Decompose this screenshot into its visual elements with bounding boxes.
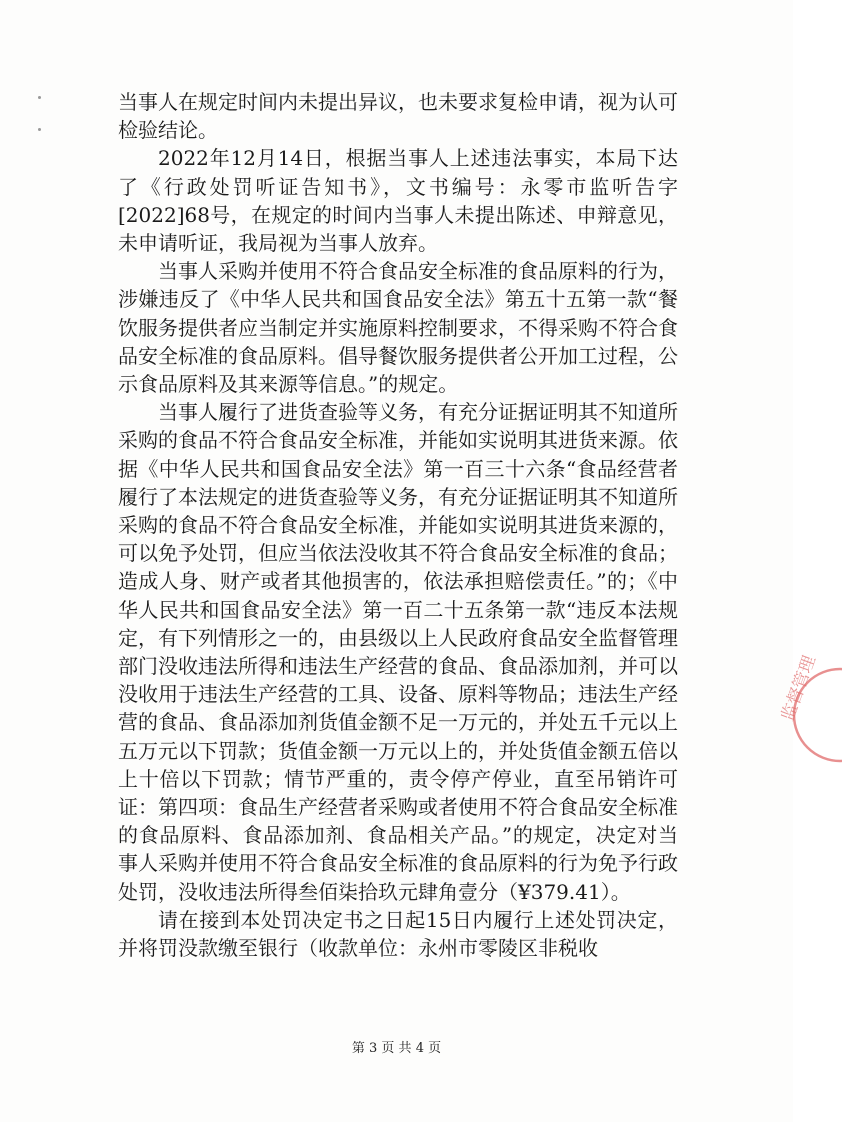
binding-hole-mark [38, 128, 41, 131]
paragraph-3: 当事人采购并使用不符合食品安全标准的食品原料的行为，涉嫌违反了《中华人民共和国食品安全法》第五十五第一款“餐饮服务提供者应当制定并实施原料控制要求，不得采购不符合食品安全标准的食品原料。倡导餐饮服务提供者公开加工过程，公示食品原料及其来源等信息。”的规定。 [118, 259, 678, 397]
paragraph-1: 当事人在规定时间内未提出异议，也未要求复检申请，视为认可检验结论。 [118, 90, 678, 143]
paragraph-2: 2022年12月14日，根据当事人上述违法事实，本局下达了《行政处罚听证告知书》，文书编号：永零市监听告字[2022]68号，在规定的时间内当事人未提出陈述、申辩意见，未申请听证，我局视为当事人放弃。 [118, 146, 678, 256]
page-footer: 第 3 页 共 4 页 [351, 1041, 442, 1056]
paragraph-5: 请在接到本处罚决定书之日起15日内履行上述处罚决定，并将罚没款缴至银行（收款单位：永州市零陵区非税收 [118, 907, 678, 961]
paragraph-4: 当事人履行了进货查验等义务，有充分证据证明其不知道所采购的食品不符合食品安全标准，并能如实说明其进货来源。依据《中华人民共和国食品安全法》第一百三十六条“食品经营者履行了本法规定的进货查验等义务，有充分证据证明其不知道所采购的食品不符合食品安全标准，并能如实说明其进货来源的，可以免予处罚，但应当依法没收其不符合食品安全标准的食品；造成人身、财产或者其他损害的，依法承担赔偿责任。”的；《中华人民共和国食品安全法》第一百二十五条第一款“违反本法规定，有下列情形之一的，由县级以上人民政府食品安全监督管理部门没收违法所得和违法生产经营的食品、食品添加剂，并可以没收用于违法生产经营的工具、设备、原料等物品；违法生产经营的食品、食品添加剂货值金额不足一万元的，并处五千元以上五万元以下罚款；货值金额一万元以上的，并处货值金额五倍以上十倍以下罚款；情节严重的，责令停产停业，直至吊销许可证：第四项：食品生产经营者采购或者使用不符合食品安全标准的食品原料、食品添加剂、食品相关产品。”的规定，决定对当事人采购并使用不符合食品安全标准的食品原料的行为免予行政处罚，没收违法所得叁佰柒拾玖元肆角壹分（¥379.41）。 [118, 400, 678, 904]
document-body [118, 88, 678, 962]
binding-hole-mark [38, 96, 41, 99]
official-seal-fragment [752, 652, 842, 770]
seal-lettering: 监督管理 [777, 652, 820, 724]
